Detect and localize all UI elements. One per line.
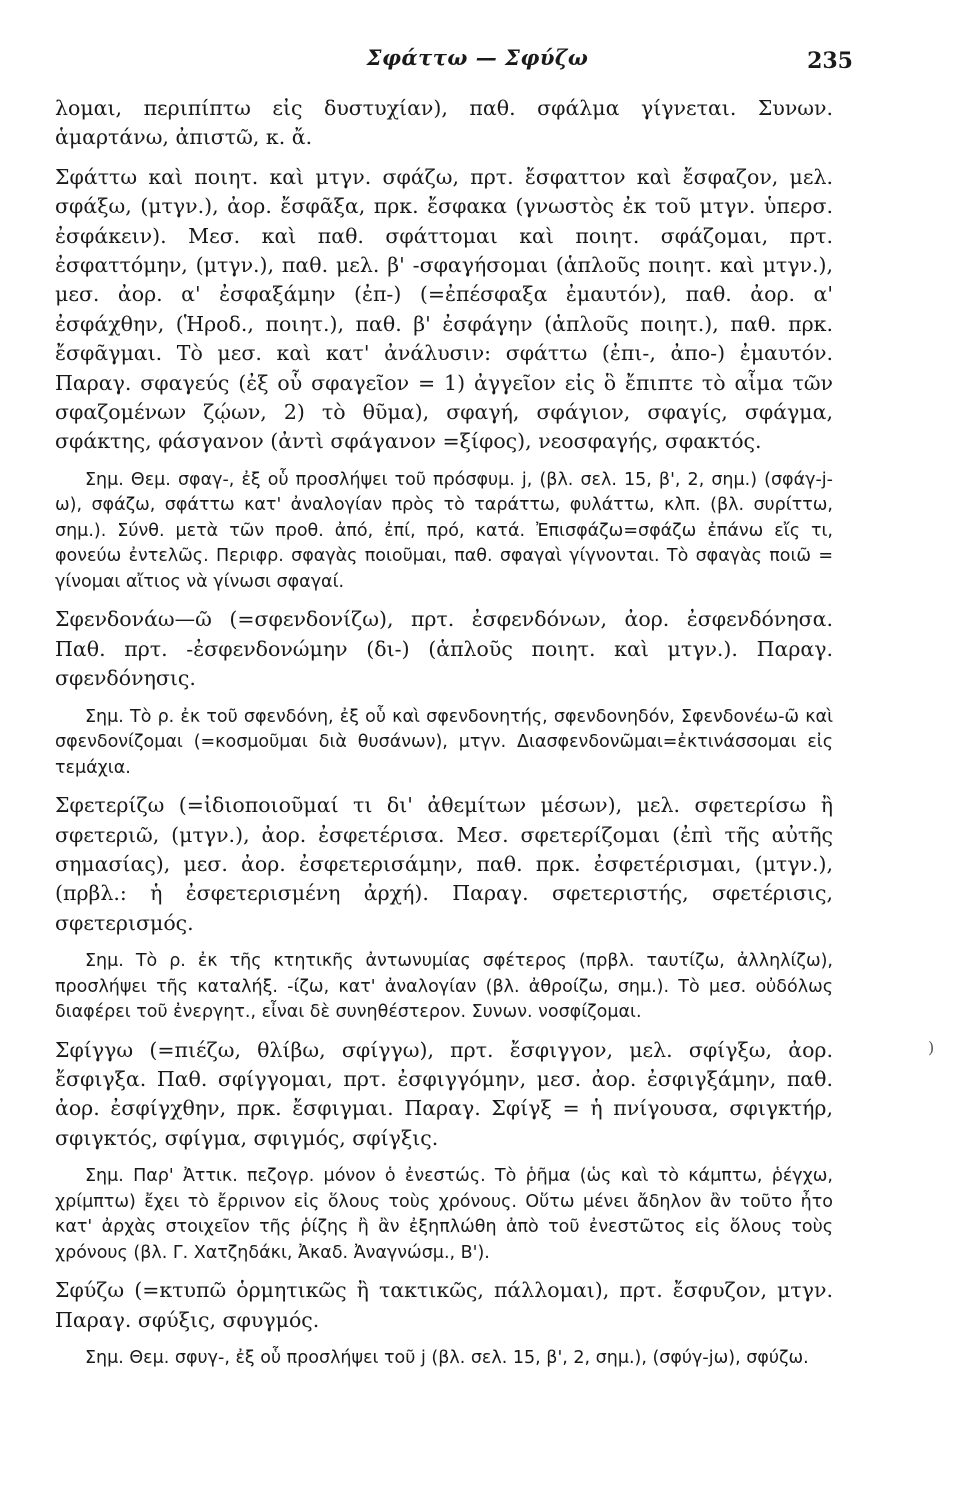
note-sfendonao: Σημ. Τὸ ρ. ἐκ τοῦ σφενδόνη, ἐξ οὗ καὶ σφενδονητής, σφενδονηδόν, Σφενδονέω-ῶ καὶ σφενδονίζομαι (=κοσμοῦμαι διὰ θυσάνων), μτγν. Διασφενδονῶμαι=ἐκτινάσσομαι εἰς τεμάχια. xyxy=(55,706,833,778)
note-sfatto: Σημ. Θεμ. σφαγ-, ἐξ οὗ προσλήψει τοῦ πρόσφυμ. j, (βλ. σελ. 15, β', 2, σημ.) (σφάγ-j-ω), σφάζω, σφάττω κατ' ἀναλογίαν πρὸς τὸ ταράττω, φυλάττω, κλπ. (βλ. συρίττω, σημ.). Σύνθ. μετὰ τῶν προθ. ἀπό, ἐπί, πρό, κατά. Ἐπισφάζω=σφάζω ἐπάνω εἴς τι, φονεύω ἐντελῶς. Περιφρ. σφαγὰς ποιοῦμαι, παθ. σφαγαὶ γίγνονται. Τὸ σφαγὰς ποιῶ = γίνομαι αἴτιος νὰ γίνωσι σφαγαί. xyxy=(55,469,833,592)
margin-mark: ) xyxy=(928,1038,935,1057)
entry-sfeterizo: Σφετερίζω (=ἰδιοποιοῦμαί τι δι' ἀθεμίτων μέσων), μελ. σφετερίσω ἢ σφετεριῶ, (μτγν.), ἀορ. ἐσφετέρισα. Μεσ. σφετερίζομαι (ἐπὶ τῆς αὐτῆς σημασίας), μεσ. ἀορ. ἐσφετερισάμην, παθ. πρκ. ἐσφετέρισμαι, (μτγν.), (πρβλ.: ἡ ἐσφετερισμένη ἀρχή). Παραγ. σφετεριστής, σφετέρισις, σφετερισμός. xyxy=(55,793,833,935)
running-header: Σφάττω — Σφύζω xyxy=(366,45,589,70)
note-sfyzo: Σημ. Θεμ. σφυγ-, ἐξ οὗ προσλήψει τοῦ j (βλ. σελ. 15, β', 2, σημ.), (σφύγ-jω), σφύζω. xyxy=(85,1348,809,1369)
text-column xyxy=(55,94,833,1372)
entry-sfatto: Σφάττω καὶ ποιητ. καὶ μτγν. σφάζω, πρτ. ἔσφαττον καὶ ἔσφαζον, μελ. σφάξω, (μτγν.), ἀορ. ἔσφᾶξα, πρκ. ἔσφακα (γνωστὸς ἐκ τοῦ μτγν. ὑπερσ. ἐσφάκειν). Μεσ. καὶ παθ. σφάττομαι καὶ ποιητ. σφάζομαι, πρτ. ἐσφαττόμην, (μτγν.), παθ. μελ. β' -σφαγήσομαι (ἁπλοῦς ποιητ. καὶ μτγν.), μεσ. ἀορ. α' ἐσφαξάμην (ἐπ-) (=ἐπέσφαξα ἐμαυτόν), παθ. ἀορ. α' ἐσφάχθην, (Ἡροδ., ποιητ.), παθ. β' ἐσφάγην (ἁπλοῦς ποιητ.), παθ. πρκ. ἔσφᾶγμαι. Τὸ μεσ. καὶ κατ' ἀνάλυσιν: σφάττω (ἐπι-, ἀπο-) ἐμαυτόν. Παραγ. σφαγεύς (ἐξ οὗ σφαγεῖον = 1) ἀγγεῖον εἰς ὃ ἔπιπτε τὸ αἷμα τῶν σφαζομένων ζῴων, 2) τὸ θῦμα), σφαγή, σφάγιον, σφαγίς, σφάγμα, σφάκτης, φάσγανον (ἀντὶ σφάγανον =ξίφος), νεοσφαγής, σφακτός. xyxy=(55,164,833,454)
entry-sfingo: Σφίγγω (=πιέζω, θλίβω, σφίγγω), πρτ. ἔσφιγγον, μελ. σφίγξω, ἀορ. ἔσφιγξα. Παθ. σφίγγομαι, πρτ. ἐσφιγγόμην, μεσ. ἀορ. ἐσφιγξάμην, παθ. ἀορ. ἐσφίγχθην, πρκ. ἔσφιγμαι. Παραγ. Σφίγξ = ἡ πνίγουσα, σφιγκτήρ, σφιγκτός, σφίγμα, σφιγμός, σφίγξις. xyxy=(55,1037,833,1150)
entry-sfendonao: Σφενδονάω—ῶ (=σφενδονίζω), πρτ. ἐσφενδόνων, ἀορ. ἐσφενδόνησα. Παθ. πρτ. -ἐσφενδονώμην (δι-) (ἁπλοῦς ποιητ. καὶ μτγν.). Παραγ. σφενδόνησις. xyxy=(55,607,833,691)
continued-entry: λομαι, περιπίπτω εἰς δυστυχίαν), παθ. σφάλμα γίγνεται. Συνων. ἁμαρτάνω, ἀπιστῶ, κ. ἄ. xyxy=(55,96,833,150)
note-sfingo: Σημ. Παρ' Ἀττικ. πεζογρ. μόνον ὁ ἐνεστώς. Τὸ ῥῆμα (ὡς καὶ τὸ κάμπτω, ῥέγχω, χρίμπτω) ἔχει τὸ ἔρρινον εἰς ὅλους τοὺς χρόνους. Οὕτω μένει ἄδηλον ἂν τοῦτο ἦτο κατ' ἀρχὰς στοιχεῖον τῆς ῥίζης ἢ ἂν ἐξηπλώθη ἀπὸ τοῦ ἐνεστῶτος εἰς ὅλους τοὺς χρόνους (βλ. Γ. Χατζηδάκι, Ἀκαδ. Ἀναγνώσμ., Β'). xyxy=(55,1166,833,1263)
note-sfeterizo: Σημ. Τὸ ρ. ἐκ τῆς κτητικῆς ἀντωνυμίας σφέτερος (πρβλ. ταυτίζω, ἀλληλίζω), προσλήψει τῆς καταλήξ. -ίζω, κατ' ἀναλογίαν (βλ. ἀθροίζω, σημ.). Τὸ μεσ. οὐδόλως διαφέρει τοῦ ἐνεργητ., εἶναι δὲ συνηθέστερον. Συνων. νοσφίζομαι. xyxy=(55,951,833,1023)
page-number: 235 xyxy=(807,48,853,74)
entry-sfyzo: Σφύζω (=κτυπῶ ὁρμητικῶς ἢ τακτικῶς, πάλλομαι), πρτ. ἔσφυζον, μτγν. Παραγ. σφύξις, σφυγμός. xyxy=(55,1278,833,1332)
